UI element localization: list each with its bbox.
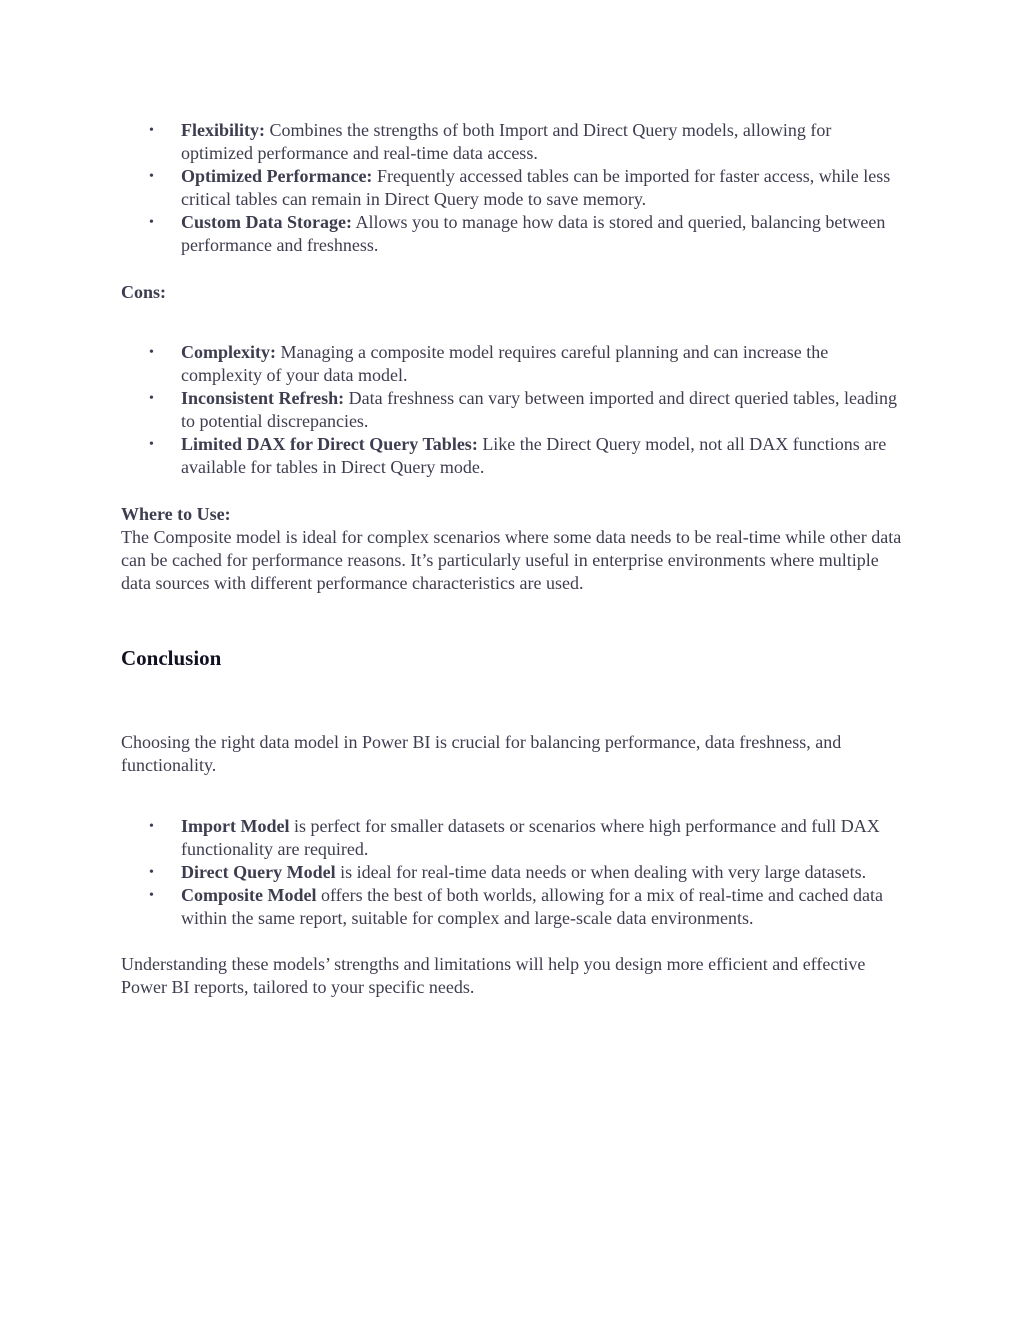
conclusion-heading: Conclusion — [121, 646, 222, 670]
list-item — [181, 433, 904, 479]
list-item — [181, 387, 904, 433]
list-item — [181, 861, 904, 884]
list-item-text: Like the Direct Query model, not all DAX functions are available for tables in Direct Query mode. — [181, 434, 887, 477]
pros-list — [121, 119, 904, 257]
list-item-text: Frequently accessed tables can be imported for faster access, while less critical tables can remain in Direct Query mode to save memory. — [181, 166, 891, 209]
list-item-term: Limited DAX for Direct Query Tables: — [181, 434, 478, 454]
list-item-term: Complexity: — [181, 342, 276, 362]
conclusion-intro: Choosing the right data model in Power BI is crucial for balancing performance, data freshness, and functionality. — [121, 732, 842, 775]
where-to-use-text: The Composite model is ideal for complex scenarios where some data needs to be real-time while other data can be cached for performance reasons. It’s particularly useful in enterprise environments where multiple data sources with different performance characteristics are used. — [121, 527, 902, 593]
list-item-text: Managing a composite model requires careful planning and can increase the complexity of your data model. — [181, 342, 829, 385]
cons-list — [121, 341, 904, 479]
conclusion-list — [121, 815, 904, 930]
list-item — [181, 165, 904, 211]
list-item-term: Composite Model — [181, 885, 317, 905]
list-item-term: Custom Data Storage: — [181, 212, 352, 232]
list-item — [181, 884, 904, 930]
list-item-text: is ideal for real-time data needs or when dealing with very large datasets. — [335, 862, 867, 882]
where-to-use-heading: Where to Use: — [121, 504, 231, 524]
list-item-term: Inconsistent Refresh: — [181, 388, 345, 408]
list-item-text: offers the best of both worlds, allowing for a mix of real-time and cached data within the same report, suitable for complex and large-scale data environments. — [181, 885, 883, 928]
list-item-text: Data freshness can vary between imported and direct queried tables, leading to potential discrepancies. — [181, 388, 897, 431]
conclusion-closing: Understanding these models’ strengths and limitations will help you design more efficient and effective Power BI reports, tailored to your specific needs. — [121, 954, 866, 997]
list-item-text: is perfect for smaller datasets or scenarios where high performance and full DAX functionality are required. — [181, 816, 880, 859]
list-item-term: Direct Query Model — [181, 862, 336, 882]
list-item-text: Combines the strengths of both Import and Direct Query models, allowing for optimized performance and real-time data access. — [181, 120, 832, 163]
list-item — [181, 211, 904, 257]
list-item — [181, 815, 904, 861]
list-item-term: Import Model — [181, 816, 290, 836]
list-item-term: Flexibility: — [181, 120, 265, 140]
list-item-text: Allows you to manage how data is stored and queried, balancing between performance and freshness. — [181, 212, 886, 255]
list-item — [181, 341, 904, 387]
list-item-term: Optimized Performance: — [181, 166, 373, 186]
cons-heading: Cons: — [121, 282, 167, 302]
list-item — [181, 119, 904, 165]
